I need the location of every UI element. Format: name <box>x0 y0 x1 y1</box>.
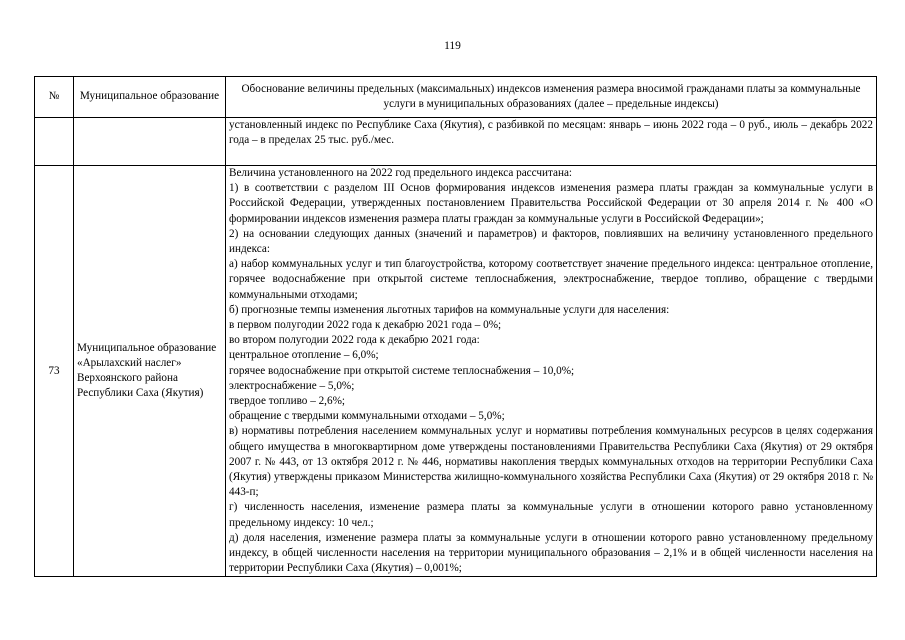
continuation-text <box>226 118 877 166</box>
table-header-row <box>35 77 877 118</box>
row-number: 73 <box>35 166 74 577</box>
row-justification <box>226 166 877 577</box>
justification-line: д) доля населения, изменение размера платы за коммунальные услуги в отношении которого равно установленному предельному индексу, в общей численности населения на территории муниципального образования – 2,1% и в общей численности населения на территории Республики Саха (Якутия) – 0,001%; <box>229 531 873 575</box>
page-number: 119 <box>444 40 461 52</box>
justification-line: обращение с твердыми коммунальными отходами – 5,0%; <box>229 410 505 423</box>
justification-line: электроснабжение – 5,0%; <box>229 379 355 392</box>
justification-line: в первом полугодии 2022 года к декабрю 2021 года – 0%; <box>229 319 502 332</box>
continuation-row <box>35 118 877 166</box>
header-number: № <box>35 77 74 118</box>
justification-line: а) набор коммунальных услуг и тип благоустройства, которому соответствует значение предельного индекса: центральное отопление, горячее водоснабжение при открытой системе теплоснабжения, электроснабжение, твердое топливо, обращение с твердыми коммунальными отходами; <box>229 258 873 301</box>
continuation-municipality-cell <box>74 118 226 166</box>
header-justification: Обоснование величины предельных (максимальных) индексов изменения размера вносимой гражданами платы за коммунальные услуги в муниципальных образованиях (далее – предельные индексы) <box>226 77 877 118</box>
justification-line: твердое топливо – 2,6%; <box>229 395 345 408</box>
justification-line: 2) на основании следующих данных (значений и параметров) и факторов, повлиявших на величину установленного предельного индекса: <box>229 227 873 256</box>
table-row <box>35 166 877 577</box>
justification-line: г) численность населения, изменение размера платы за коммунальные услуги в отношении которого равно установленному предельному индексу: 10 чел.; <box>229 501 873 529</box>
index-justification-table <box>34 76 877 577</box>
justification-line: Величина установленного на 2022 год предельного индекса рассчитана: <box>229 167 573 179</box>
header-municipality: Муниципальное образование <box>74 77 226 118</box>
continuation-paragraph: установленный индекс по Республике Саха (Якутия), с разбивкой по месяцам: январь – июнь 2022 года – 0 руб., июль – декабрь 2022 года – в пределах 25 тыс. руб./мес. <box>229 119 873 147</box>
justification-line: центральное отопление – 6,0%; <box>229 349 379 362</box>
row-municipality: Муниципальное образование «Арылахский наслег» Верхоянского района Республики Саха (Якутия) <box>74 166 226 577</box>
justification-line: б) прогнозные темпы изменения льготных тарифов на коммунальные услуги для населения: <box>229 303 670 316</box>
continuation-number-cell <box>35 118 74 166</box>
justification-line: в) нормативы потребления населением коммунальных услуг и нормативы потребления коммунальных ресурсов в целях содержания общего имущества в многоквартирном доме утверждены постановлениями Правительства Республики Саха (Якутия) от 29 октября 2007 г. № 443, от 13 октября 2012 г. № 446, нормативы накопления твердых коммунальных отходов на территории Республики Саха (Якутия) утверждены приказом Министерства жилищно-коммунального хозяйства Республики Саха (Якутия) от 29 октября 2018 г. № 443-п; <box>229 425 873 499</box>
justification-line: горячее водоснабжение при открытой системе теплоснабжения – 10,0%; <box>229 364 575 377</box>
justification-line: 1) в соответствии с разделом III Основ формирования индексов изменения размера платы граждан за коммунальные услуги в Российской Федерации, утвержденных постановлением Правительства Российской Федерации от 30 апреля 2014 г. № 400 «О формировании индексов изменения размера платы граждан за коммунальные услуги в Российской Федерации»; <box>229 182 873 225</box>
justification-line: во втором полугодии 2022 года к декабрю 2021 года: <box>229 334 480 347</box>
